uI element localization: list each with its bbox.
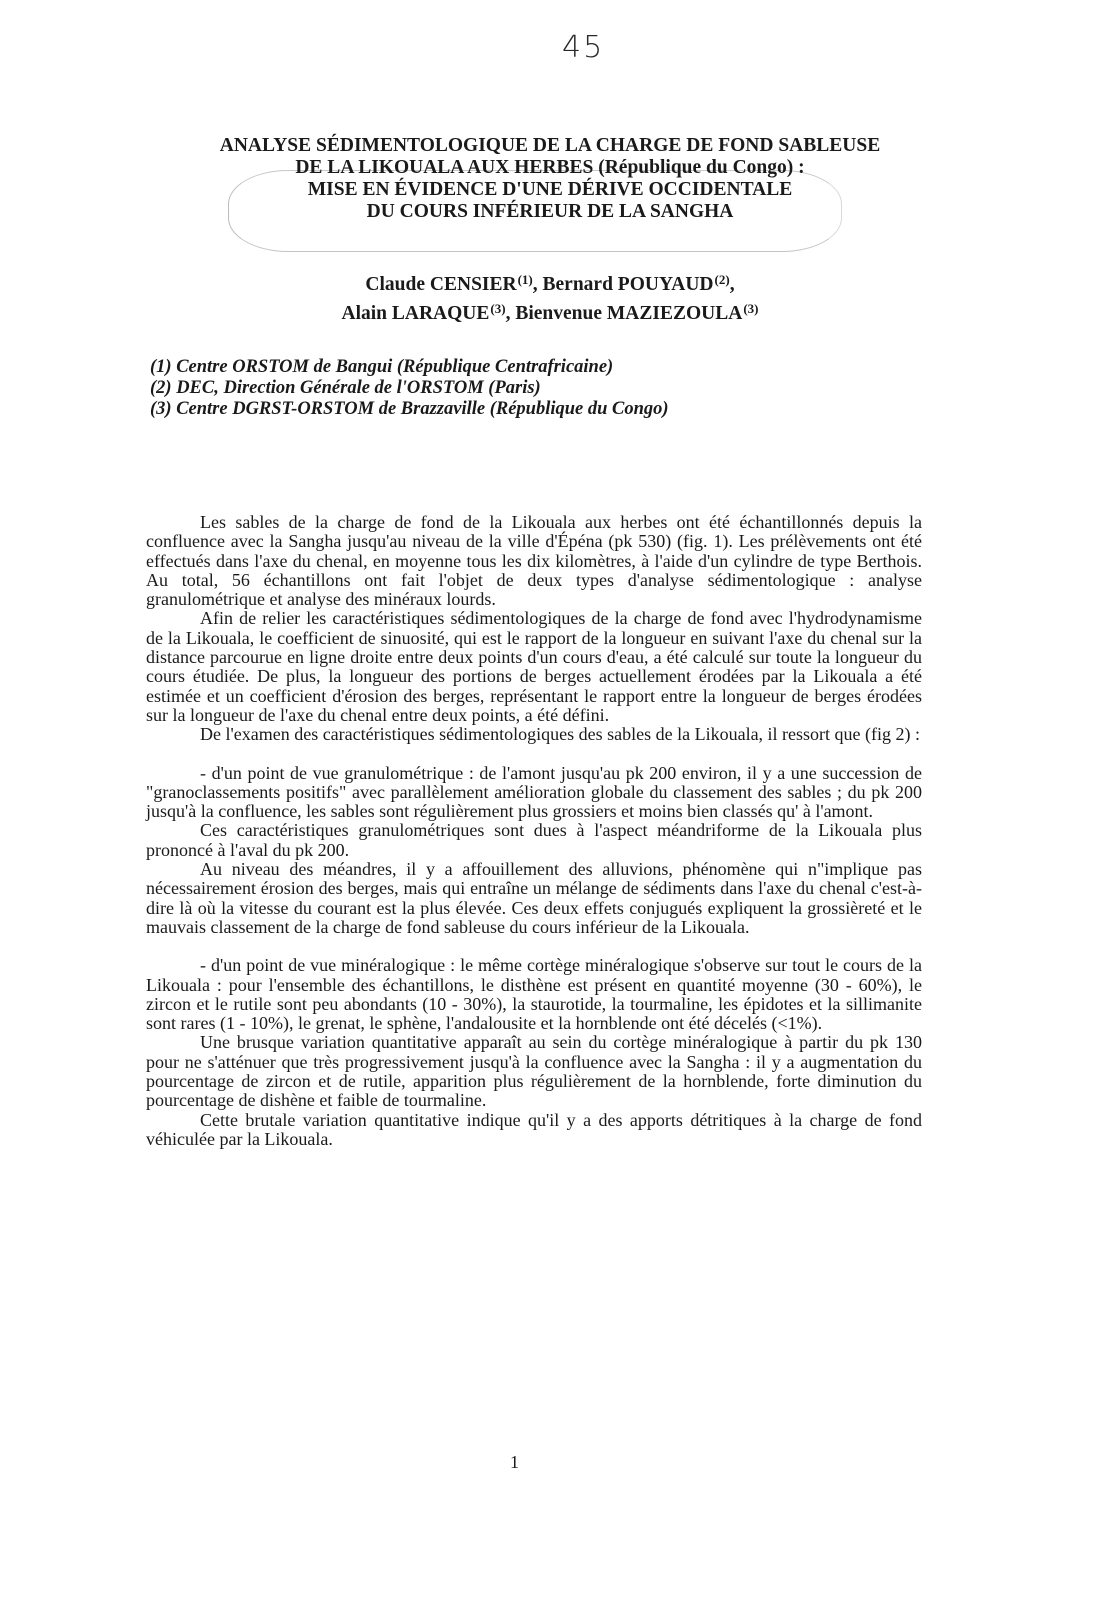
author-name: Bienvenue MAZIEZOULA — [515, 303, 743, 324]
paragraph: Les sables de la charge de fond de la Likouala aux herbes ont été échantillonnés depuis la confluence avec la Sangha jusqu'au niveau de la ville d'Épéna (pk 530) (fig. 1). Les prélèvements ont été effectués dans l'axe du chenal, en moyenne tous les dix kilomètres, à l'aide d'un cylindre de type Berthois. Au total, 56 échantillons ont fait l'objet de deux types d'analyse sédimentologique : analyse granulométrique et analyse des minéraux lourds. — [146, 512, 922, 610]
affiliation-ref: (3) — [743, 301, 759, 316]
paragraph: - d'un point de vue granulométrique : de l'amont jusqu'au pk 200 environ, il y a une succession de "granoclassements positifs" avec parallèlement amélioration globale du classement des sables ; du pk 200 jusqu'à la confluence, les sables sont régulièrement plus grossiers et moins bien classés qu' à l'amont. — [146, 762, 922, 822]
author-name: Alain LARAQUE — [341, 303, 490, 324]
title-line: MISE EN ÉVIDENCE D'UNE DÉRIVE OCCIDENTALE — [307, 179, 793, 200]
affiliation-ref: (2) — [714, 272, 730, 287]
paragraph: Cette brutale variation quantitative indique qu'il y a des apports détritiques à la charge de fond véhiculée par la Likouala. — [146, 1109, 922, 1149]
handwritten-page-number: 45 — [562, 30, 605, 65]
page-number: 1 — [510, 1452, 519, 1472]
author-separator: , — [505, 303, 516, 324]
author-line — [120, 268, 980, 297]
title-line: ANALYSE SÉDIMENTOLOGIQUE DE LA CHARGE DE FOND SABLEUSE — [219, 135, 881, 156]
paragraph: Une brusque variation quantitative apparaît au sein du cortège minéralogique à partir du pk 130 pour ne s'atténuer que très progressivement jusqu'à la confluence avec la Sangha : il y a augmentation du pourcentage de zircon et de rutile, apparition plus régulièrement de la hornblende, forte diminution du pourcentage de dishène et faible de tourmaline. — [146, 1032, 922, 1111]
affiliation-ref: (3) — [490, 301, 506, 316]
paragraph: - d'un point de vue minéralogique : le même cortège minéralogique s'observe sur tout le cours de la Likouala : pour l'ensemble des échantillons, le disthène est présent en quantité moyenne (30 - 60%), le zircon et le rutile sont peu abondants (10 - 30%), la staurotide, la tourmaline, les épidotes et la sillimanite sont rares (1 - 10%), le grenat, le sphène, l'andalousite et la hornblende ont été décelés (<1%). — [146, 955, 922, 1034]
title-line: DE LA LIKOUALA AUX HERBES (République du Congo) : — [295, 157, 805, 178]
author-name: Bernard POUYAUD — [542, 274, 714, 295]
author-line — [120, 297, 980, 326]
paper-title — [120, 135, 980, 223]
affiliation: (1) Centre ORSTOM de Bangui (République Centrafricaine) — [150, 357, 614, 377]
author-separator: , — [532, 274, 543, 295]
paragraph: Ces caractéristiques granulométriques sont dues à l'aspect méandriforme de la Likouala plus prononcé à l'aval du pk 200. — [146, 820, 922, 860]
paragraph: Au niveau des méandres, il y a affouillement des alluvions, phénomène qui n"implique pas nécessairement érosion des berges, mais qui entraîne un mélange de sédiments dans l'axe du chenal c'est-à-dire là où la vitesse du courant est la plus élevée. Ces deux effets conjugués expliquent la grossièreté et le mauvais classement de la charge de fond sableuse du cours inférieur de la Likouala. — [146, 859, 922, 937]
author-name: Claude CENSIER — [365, 274, 517, 295]
affiliation: (2) DEC, Direction Générale de l'ORSTOM (Paris) — [150, 378, 541, 398]
affiliation-ref: (1) — [517, 272, 533, 287]
paragraph: Afin de relier les caractéristiques sédimentologiques de la charge de fond avec l'hydrodynamisme de la Likouala, le coefficient de sinuosité, qui est le rapport de la longueur en suivant l'axe du chenal sur la distance parcourue en ligne droite entre deux points d'un cours d'eau, a été calculé sur toute la longueur du cours étudiée. De plus, la longueur des portions de berges actuellement érodées par la Likouala a été estimée et un coefficient d'érosion des berges, représentant le rapport entre la longueur de berges érodées sur la longueur de l'axe du chenal entre deux points, a été défini. — [146, 608, 922, 725]
affiliation: (3) Centre DGRST-ORSTOM de Brazzaville (République du Congo) — [150, 399, 669, 419]
body-text — [146, 513, 922, 1149]
paragraph: De l'examen des caractéristiques sédimentologiques des sables de la Likouala, il ressort que (fig 2) : — [200, 724, 921, 745]
affiliation-list — [150, 357, 990, 420]
author-list — [120, 268, 980, 326]
author-separator: , — [729, 274, 735, 295]
title-line: DU COURS INFÉRIEUR DE LA SANGHA — [366, 201, 734, 222]
